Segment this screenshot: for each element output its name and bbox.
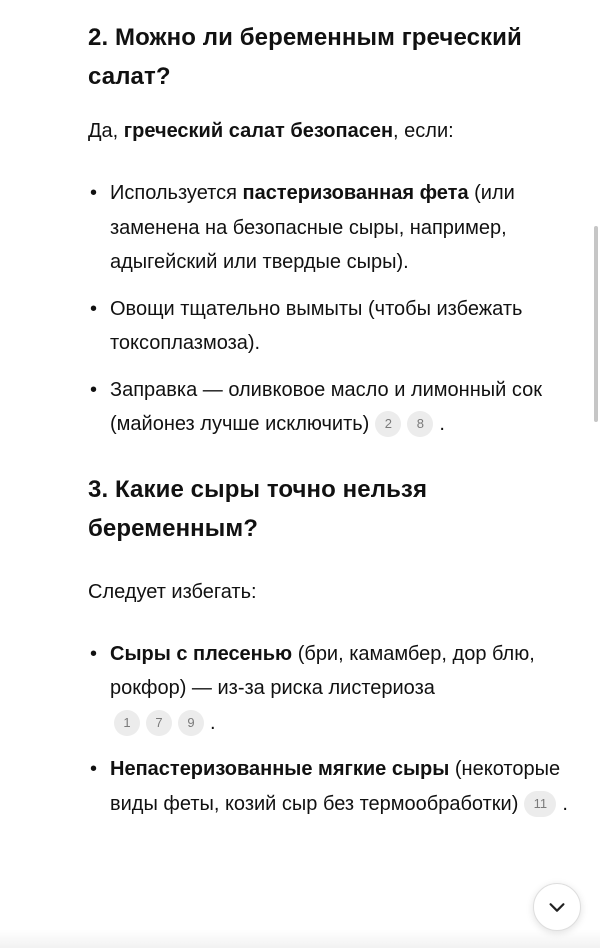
scroll-to-bottom-button[interactable] <box>533 883 581 931</box>
list-item: • Сыры с плесенью (бри, камамбер, дор блю, рокфор) — из-за риска листериоза 1 7 9 . <box>88 637 568 741</box>
chat-message-content <box>88 18 568 821</box>
list-item: • Используется пастеризованная фета (или заменена на безопасные сыры, например, адыгейский или твердые сыры). <box>88 176 568 280</box>
bottom-fade <box>0 930 600 948</box>
chevron-down-icon <box>546 896 568 918</box>
section-2-list <box>88 176 568 442</box>
citation-badge[interactable]: 7 <box>146 710 172 736</box>
section-2-heading: 2. Можно ли беременным греческий салат? <box>88 24 522 90</box>
list-item: • Овощи тщательно вымыты (чтобы избежать токсоплазмоза). <box>88 292 568 361</box>
citation-badge[interactable]: 8 <box>407 411 433 437</box>
citation-badge[interactable]: 11 <box>524 791 556 817</box>
citation-badge[interactable]: 1 <box>114 710 140 736</box>
list-item: • Заправка — оливковое масло и лимонный сок (майонез лучше исключить) 2 8 . <box>88 373 568 442</box>
citation-badge[interactable]: 2 <box>375 411 401 437</box>
list-item: • Непастеризованные мягкие сыры (некоторые виды феты, козий сыр без термообработки) 11 . <box>88 752 568 821</box>
section-3-heading: 3. Какие сыры точно нельзя беременным? <box>88 475 428 542</box>
section-2-intro: Да, греческий салат безопасен, если: <box>88 120 454 142</box>
citation-badge[interactable]: 9 <box>178 710 204 736</box>
section-3-list <box>88 637 568 822</box>
section-3-intro: Следует избегать: <box>88 580 257 603</box>
scrollbar-thumb[interactable] <box>594 226 598 422</box>
